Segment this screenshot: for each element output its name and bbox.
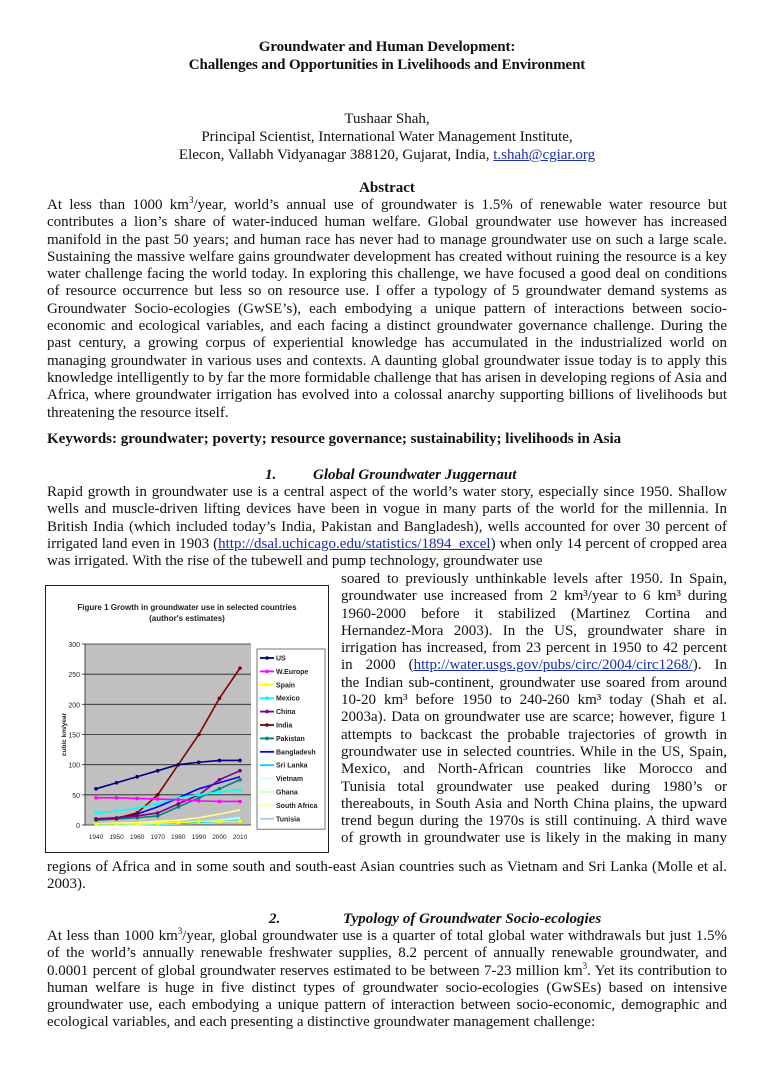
svg-text:1940: 1940	[88, 834, 104, 841]
wrap-line: 1960-2000 before it stabilized (Martinez Cortina and	[341, 605, 727, 622]
wrap-line: soared to previously unthinkable levels after 1950. In Spain,	[341, 571, 727, 587]
legend-item: Spain	[276, 682, 296, 690]
abstract-heading: Abstract	[359, 180, 415, 196]
svg-text:1990: 1990	[191, 834, 207, 841]
wrap-line: Hernandez-Mora 2003). In the US, groundwater share in	[341, 622, 727, 639]
svg-text:100: 100	[68, 762, 80, 770]
legend-item: China	[276, 709, 296, 717]
svg-text:1980: 1980	[171, 834, 186, 841]
section-1-paragraph-bottom: regions of Africa and in some south and south-east Asian countries such as Vietnam and Sri Lanka (Molle et al. 2003).	[47, 859, 727, 893]
legend-item: Sri Lanka	[276, 762, 308, 770]
section-1-title: Global Groundwater Juggernaut	[313, 467, 517, 483]
wrap-line: groundwater use increased from 2 km³/year to 6 km³ during	[341, 588, 727, 605]
section-2-paragraph: At less than 1000 $km^3$/year, global groundwater use is a quarter of total global water withdrawals but just 1.5% of the world’s annually renewable freshwater supplies, 8.2 percent of annually renewable groundwater, and 0.0001 percent of global groundwater reserves estimated to be between 7-23 million $km^3$. Yet its contribution to human welfare is huge in five distinct types of groundwater socio-ecologies (GwSEs) based on intensive groundwater use, each embodying a unique pattern of interaction between socio-economic, demographic and ecological variables, and each presenting a distinctive groundwater management challenge:	[47, 926, 727, 1031]
wrap-line: the Indian sub-continent, groundwater use soared from around	[341, 674, 727, 691]
wrap-line: trend begun during the 1970s is still continuing. A third wave	[341, 813, 727, 830]
author-position: Principal Scientist, International Water Management Institute,	[201, 129, 573, 145]
author-name: Tushaar Shah,	[344, 111, 430, 127]
keywords: Keywords: groundwater; poverty; resource governance; sustainability; livelihoods in Asia	[47, 431, 622, 447]
svg-text:2010: 2010	[232, 834, 248, 841]
dsal-link[interactable]: http://dsal.uchicago.edu/statistics/1894_excel	[218, 535, 491, 552]
legend-item: Vietnam	[276, 776, 304, 784]
legend-item: Pakistan	[276, 735, 305, 743]
wrap-line: 10-20 km³ before 1950 to 240-260 km³ today (Shah et al.	[341, 692, 727, 709]
svg-text:1960: 1960	[129, 834, 145, 841]
author-address: Elecon, Vallabh Vidyanagar 388120, Gujarat, India,	[178, 147, 494, 163]
legend-item: Mexico	[276, 695, 300, 703]
figure-1-chart	[45, 585, 329, 853]
abstract-text: At less than 1000 $km^3$/year, world’s annual use of groundwater is 1.5% of renewable water resource but contributes a lion’s share of water-induced human welfare. Global groundwater use however has increased manifold in the past 50 years; and human race has never had to manage groundwater use on such a large scale. Sustaining the massive welfare gains groundwater development has created without ruining the resource is a key water challenge facing the world today. In exploring this challenge, we have focused a good deal on conditions of resource occurrence but less so on resource use. I offer a typology of 5 groundwater demand systems as Groundwater Socio-ecologies (GwSE’s), each embodying a unique pattern of interactions between socio-economic and ecological variables, and each facing a distinct groundwater governance challenge. During the past century, a growing corpus of experiential knowledge has accumulated in the industrialized world on managing groundwater in various uses and contexts. A daunting global groundwater issue today is to apply this knowledge intelligently to by far the more formidable challenge that has arisen in developing regions of Asia and Africa, where groundwater irrigation has evolved into a colossal anarchy supporting billions of livelihoods but threatening the resource itself.	[47, 195, 727, 421]
wrap-line-link: in 2000 (http://water.usgs.gov/pubs/circ/2004/circ1268/). In	[341, 657, 727, 674]
legend-item: Bangladesh	[276, 749, 316, 757]
section-1-paragraph-top: Rapid growth in groundwater use is a central aspect of the world’s water story, especially since 1950. Shallow wells and muscle-driven lifting devices have been in vogue in many parts of the world for the millennia. In British India (which included today’s India, Pakistan and Bangladesh), wells accounted for over 30 percent of irrigated land even in 1903 (http://dsal.uchicago.edu/statistics/1894_excel) when only 14 percent of cropped area was irrigated. With the rise of the tubewell and pump technology, groundwater use	[47, 484, 727, 570]
svg-text:0: 0	[76, 823, 80, 830]
wrap-line: irrigation has increased, from 23 percent in 1950 to 42 percent	[341, 640, 727, 657]
svg-text:2000: 2000	[212, 834, 227, 841]
wrap-line: 2003a). Data on groundwater use are scarce; however, figure 1	[341, 709, 727, 726]
wrap-line: of growth in groundwater use is likely in the making in many	[341, 830, 727, 847]
svg-text:50: 50	[72, 792, 80, 800]
wrap-line: thereabouts, in South Asia and North China plains, the upward	[341, 795, 727, 812]
chart-plot	[46, 586, 330, 854]
chart-title: Figure 1 Growth in groundwater use in selected countries (author's estimates)	[77, 603, 297, 623]
svg-text:250: 250	[68, 672, 80, 680]
svg-text:cubic km/year: cubic km/year	[61, 712, 68, 757]
svg-text:1970: 1970	[150, 834, 165, 841]
legend-item: W.Europe	[276, 668, 309, 676]
section-1-number: 1.	[265, 467, 277, 483]
wrap-line: attempts to backcast the probable trajectories of growth in	[341, 726, 727, 743]
legend-item: India	[276, 722, 293, 730]
paper-title	[47, 38, 727, 74]
legend-item: US	[276, 655, 286, 663]
author-email-link[interactable]: t.shah@cgiar.org	[493, 147, 596, 163]
svg-text:300: 300	[68, 642, 80, 649]
wrap-line: Mexico, and North-African countries like Morocco and	[341, 761, 727, 778]
author-block	[47, 110, 727, 164]
title-line-1: Groundwater and Human Development:	[258, 39, 516, 55]
legend-item: South Africa	[276, 802, 318, 810]
author-address-line	[47, 146, 727, 164]
title-line-2: Challenges and Opportunities in Livelihoods and Environment	[188, 57, 586, 73]
wrap-line: groundwater use in selected countries. While in the US, Spain,	[341, 743, 727, 760]
svg-text:200: 200	[68, 702, 80, 710]
section-2-title: Typology of Groundwater Socio-ecologies	[343, 911, 602, 927]
section-1-wrapped-text	[341, 571, 727, 848]
wrap-line: Tunisia total groundwater use peaked during 1980’s or	[341, 778, 727, 795]
usgs-link[interactable]: http://water.usgs.gov/pubs/circ/2004/circ1268/	[413, 657, 693, 674]
section-2-number: 2.	[269, 911, 281, 927]
svg-text:1950: 1950	[109, 834, 124, 841]
svg-text:150: 150	[68, 732, 80, 740]
legend-item: Tunisia	[276, 816, 300, 824]
legend-item: Ghana	[276, 789, 298, 797]
